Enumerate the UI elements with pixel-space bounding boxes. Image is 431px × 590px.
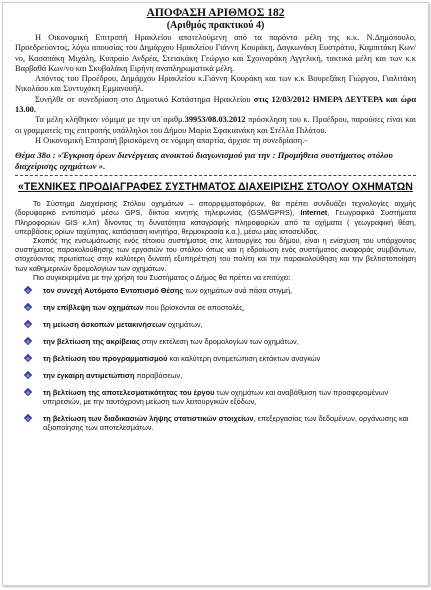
intro-absent-paragraph: Απόντος του Προέδρου, Δημάρχου Ηρακλείου κ.Γιάννη Κουράκη και των κ.κ Βουρεξάκη Γιώργου, Γιαλιτάκη Νικολάου και Συντυχάκη Εμμανουήλ.: [15, 74, 416, 94]
diamond-bullet-icon: [24, 286, 32, 294]
specs-internet: Internet: [300, 208, 328, 218]
diamond-bullet-icon: [24, 354, 32, 362]
intro-members-paragraph: Η Οικονομική Επιτροπή Ηρακλείου αποτελούμενη από τα παρόντα μέλη της κ.κ. Ν.Δημόπουλο, Προεδρεύοντος, λόγω απουσίας του Δημάρχου Ηρακλείου Γιάννη Κουράκη, Δαγκωνάκη Ευστράτιο, Καμπιτάκη Κων/νο, Κασαπάκη Μιχάλη, Κυπραίο Ανδρέα, Στειακάκη Γεώργιο και Σχοιναράκη Αγγελική, τακτικά μέλη και των κ.κ Βαρβαθά Κων/νο και Σκυβαλάκη Ειρήνη αναπληρωματικά μέλη.: [15, 33, 416, 73]
section-divider: [15, 175, 416, 176]
list-item-bold: τη βελτίωση των διαδικασιών λήψης στατιστικών στοιχείων: [43, 414, 254, 424]
specs-body: [15, 199, 416, 432]
list-item: [25, 303, 416, 312]
minutes-number: (Αριθμός πρακτικού 4): [166, 20, 265, 31]
list-item-text: των οχημάτων ανά πάσα στιγμή,: [183, 286, 293, 296]
list-item-bold: τον συνεχή Αυτόματο Εντοπισμό Θέσης: [43, 286, 184, 296]
topic-heading: Θέμα 38ο : «Έγκριση όρων διενέργειας ανοικτού διαγωνισμού για την : Προμήθεια συστήματος στόλου διαχείρισης οχημάτων ».: [15, 150, 393, 171]
list-item-bold: τη βελτίωση του προγραμματισμού: [43, 354, 168, 364]
decision-title: ΑΠΟΦΑΣΗ ΑΡΙΘΜΟΣ 182: [146, 7, 285, 19]
list-item-text: στην εκτέλεση των δρομολογίων των οχημάτων,: [139, 337, 299, 347]
list-item-text: των οχημάτων και αναβάθμιση των προσφερομένων υπηρεσιών, με την ταυτόχρονη μείωση των λειτουργικών εξόδων,: [43, 388, 389, 407]
list-item: [25, 354, 416, 363]
list-item-text: , επεξεργασίας των δεδομένων, οργάνωσης και αξιοποίησης των αποτελεσμάτων.: [43, 414, 409, 433]
specs-purpose-paragraph: Σκοπός της ενσωμάτωσης ενός τέτοιου συστήματος στις λειτουργίες του δήμου, είναι η ενίσχυση του υπάρχοντος συστήματος παρακολούθησης των εργασιών του στόλου όπως και η εδραίωση ενός συστήματος αναφοράς συμβάντων, στοχεύοντας πρωτίστως στην καλύτερη δυνατή εξυπηρέτηση του πολίτη και την παρακολούθηση και την βελτιστοποίηση των καθημερινών δρομολογίων των οχημάτων.: [15, 236, 416, 273]
intro-quorum-paragraph: Η Οικονομική Επιτροπή βρισκόμενη σε νόμιμη απαρτία, άρχισε τη συνεδρίαση.-: [35, 135, 308, 145]
diamond-bullet-icon: [24, 414, 32, 422]
intro-invitation-paragraph: [15, 115, 416, 136]
list-item-bold: την βελτίωση της ακρίβειας: [43, 337, 140, 347]
specs-p1-end: , Γεωγραφικά Συστήματα Πληροφοριών GIS κ.λπ) δίνοντας τη δυνατότητα καταγραφής πληροφοριών από τα οχήματα ( γεωγραφική θέση, υπερβάσεις ορίων ταχύτητας, κατάσταση κινητήρα, θερμοκρασία κ.α.), μέσω μιας ιστοσελίδας.: [15, 208, 416, 236]
list-item: [25, 286, 416, 295]
goals-list: [15, 286, 416, 432]
specs-system-paragraph: [15, 199, 416, 236]
diamond-bullet-icon: [24, 337, 32, 345]
list-item-bold: την επίβλεψη των οχημάτων: [43, 303, 144, 313]
specs-p1-start: Το Σύστημα Διαχείρισης Στόλου οχημάτων – απορριμματοφόρων, θα πρέπει συνδυάζει τεχνολογίες αιχμής (δορυφορικό εντοπισμό μέσω GPS, δίκτυα κινητής τηλεφωνίας (GSM/GPRS),: [15, 199, 416, 218]
list-item-bold: τη βελτίωση της αποτελεσματικότητας του έργου: [43, 388, 215, 398]
list-item: [25, 388, 416, 406]
diamond-bullet-icon: [24, 388, 32, 396]
specs-goals-intro: Πιο συγκεκριμένα με την χρήση του Συστήματος ο Δήμος θα πρέπει να επιτύχει:: [33, 272, 291, 282]
diamond-bullet-icon: [24, 371, 32, 379]
list-item-bold: τη μείωση άσκοπων μετακινήσεων: [43, 320, 166, 330]
invitation-text-end: πρόσκληση του κ. Προέδρου, παρούσες είναι και οι γραμματείς της επιτροπής υπάλληλοι του Δήμου Μαρία Σφακιανάκη και Στέλλα Πιλάτου.: [15, 115, 416, 135]
list-item: [25, 320, 416, 329]
meeting-text: Συνήλθε σε συνεδρίαση στο Δημοτικό Κατάστημα Ηρακλείου: [35, 94, 254, 104]
list-item: [25, 371, 416, 380]
list-item-text: που βρίσκονται σε αποστολές,: [143, 303, 245, 313]
list-item: [25, 414, 416, 432]
document-page: [2, 2, 429, 586]
meeting-date: στις 12/03/2012 ΗΜΕΡΑ ΔΕΥΤΕΡΑ και ώρα 13.00.: [15, 94, 416, 115]
invitation-text-start: Τα μέλη κλήθηκαν νόμιμα με την υπ΄αριθμ.: [35, 115, 185, 125]
list-item-text: παραβάσεων,: [134, 371, 183, 381]
specs-title: «ΤΕΧΝΙΚΕΣ ΠΡΟΔΙΑΓΡΑΦΕΣ ΣΥΣΤΗΜΑΤΟΣ ΔΙΑΧΕΙΡΙΣΗΣ ΣΤΟΛΟΥ ΟΧΗΜΑΤΩΝ: [18, 181, 413, 194]
intro-meeting-paragraph: [15, 95, 416, 116]
list-item-bold: την έγκαιρη αντιμετώπιση: [43, 371, 135, 381]
diamond-bullet-icon: [24, 303, 32, 311]
list-item: [25, 337, 416, 346]
list-item-text: και καλύτερη αντιμετώπιση εκτάκτων αναγκών: [167, 354, 321, 364]
invitation-number: 39953/08.03.2012: [184, 115, 246, 125]
list-item-text: οχημάτων,: [165, 320, 203, 330]
diamond-bullet-icon: [24, 320, 32, 328]
